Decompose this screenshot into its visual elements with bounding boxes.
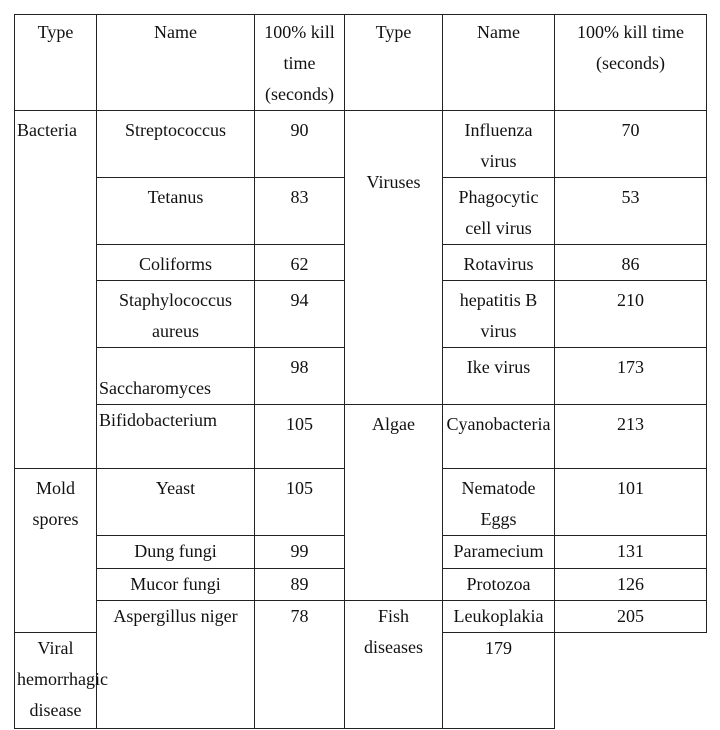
kill-time-table [14,14,707,729]
time-cell: 98 [255,348,345,405]
table-row [15,601,707,633]
time-cell: 173 [555,348,707,405]
header-type-left: Type [15,15,97,111]
name-cell: Mucor fungi [97,569,255,601]
name-cell: Streptococcus [97,111,255,178]
name-cell: Dung fungi [97,536,255,569]
type-cell-fish-diseases: Fish diseases [345,601,443,729]
header-row [15,15,707,111]
header-time-right: 100% kill time (seconds) [555,15,707,111]
type-cell-algae: Algae [345,405,443,601]
table-row [15,405,707,469]
time-cell: 205 [555,601,707,633]
name-cell: Nematode Eggs [443,469,555,536]
name-cell: Protozoa [443,569,555,601]
header-name-right: Name [443,15,555,111]
time-cell: 78 [255,601,345,729]
name-cell: Saccharomyces [97,348,255,405]
name-cell: Aspergillus niger [97,601,255,729]
name-cell: Ike virus [443,348,555,405]
header-name-left: Name [97,15,255,111]
name-cell: Cyanobacteria [443,405,555,469]
name-cell: Leukoplakia [443,601,555,633]
name-cell: Phagocytic cell virus [443,178,555,245]
name-cell: Influenza virus [443,111,555,178]
time-cell: 89 [255,569,345,601]
time-cell: 210 [555,281,707,348]
name-cell: Coliforms [97,245,255,281]
type-cell-mold-spores: Mold spores [15,469,97,633]
name-cell: Viral hemorrhagic disease [15,633,97,729]
name-cell: Paramecium [443,536,555,569]
type-cell-bacteria: Bacteria [15,111,97,469]
time-cell: 126 [555,569,707,601]
time-cell: 90 [255,111,345,178]
header-type-right: Type [345,15,443,111]
name-cell: Yeast [97,469,255,536]
name-cell: Bifidobacterium [97,405,255,469]
time-cell: 99 [255,536,345,569]
time-cell: 83 [255,178,345,245]
time-cell: 70 [555,111,707,178]
time-cell: 101 [555,469,707,536]
header-time-left: 100% kill time (seconds) [255,15,345,111]
time-cell: 62 [255,245,345,281]
name-cell: Rotavirus [443,245,555,281]
time-cell: 86 [555,245,707,281]
name-cell: Staphylococcus aureus [97,281,255,348]
name-cell: Tetanus [97,178,255,245]
time-cell: 105 [255,405,345,469]
time-cell: 53 [555,178,707,245]
table-row [15,111,707,178]
time-cell: 213 [555,405,707,469]
time-cell: 131 [555,536,707,569]
name-cell: hepatitis B virus [443,281,555,348]
time-cell: 94 [255,281,345,348]
time-cell: 105 [255,469,345,536]
type-cell-viruses: Viruses [345,111,443,405]
time-cell: 179 [443,633,555,729]
